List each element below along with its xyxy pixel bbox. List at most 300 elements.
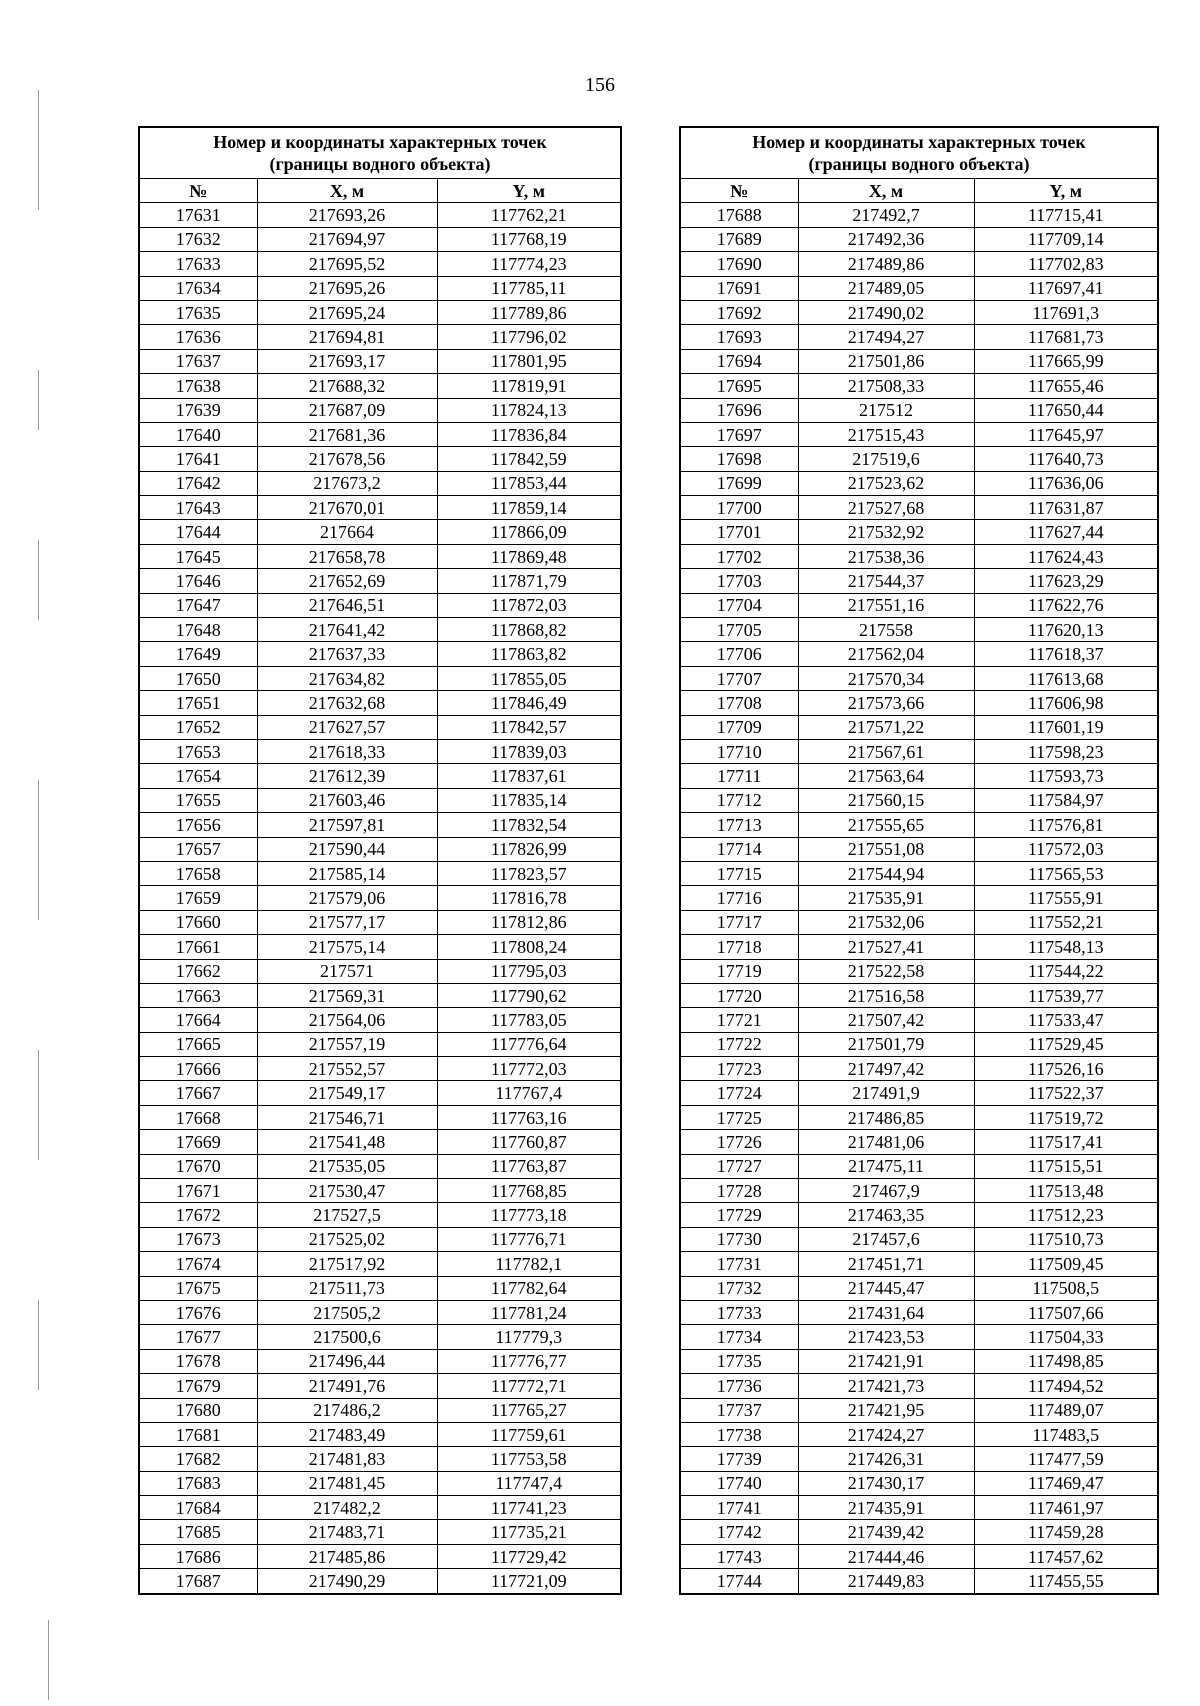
- cell-y-coordinate: 117836,84: [437, 422, 621, 446]
- cell-point-number: 17697: [680, 422, 798, 446]
- table-row: [139, 715, 621, 739]
- cell-y-coordinate: 117631,87: [974, 496, 1158, 520]
- cell-x-coordinate: 217693,17: [257, 349, 437, 373]
- cell-y-coordinate: 117576,81: [974, 813, 1158, 837]
- table-row: [139, 252, 621, 276]
- cell-x-coordinate: 217538,36: [798, 544, 974, 568]
- cell-point-number: 17639: [139, 398, 257, 422]
- cell-y-coordinate: 117519,72: [974, 1105, 1158, 1129]
- cell-x-coordinate: 217563,64: [798, 764, 974, 788]
- cell-y-coordinate: 117753,58: [437, 1447, 621, 1471]
- cell-point-number: 17644: [139, 520, 257, 544]
- table-row: [680, 520, 1158, 544]
- table-row: [139, 1496, 621, 1520]
- cell-y-coordinate: 117552,21: [974, 910, 1158, 934]
- cell-x-coordinate: 217532,06: [798, 910, 974, 934]
- cell-y-coordinate: 117790,62: [437, 983, 621, 1007]
- table-row: [139, 398, 621, 422]
- cell-x-coordinate: 217634,82: [257, 666, 437, 690]
- cell-point-number: 17732: [680, 1276, 798, 1300]
- cell-x-coordinate: 217482,2: [257, 1496, 437, 1520]
- cell-point-number: 17637: [139, 349, 257, 373]
- cell-point-number: 17700: [680, 496, 798, 520]
- cell-point-number: 17659: [139, 886, 257, 910]
- table-row: [139, 1203, 621, 1227]
- table-row: [139, 1032, 621, 1056]
- cell-y-coordinate: 117522,37: [974, 1081, 1158, 1105]
- cell-y-coordinate: 117504,33: [974, 1325, 1158, 1349]
- table-row: [139, 374, 621, 398]
- cell-x-coordinate: 217637,33: [257, 642, 437, 666]
- cell-point-number: 17668: [139, 1105, 257, 1129]
- cell-x-coordinate: 217527,68: [798, 496, 974, 520]
- cell-y-coordinate: 117489,07: [974, 1398, 1158, 1422]
- cell-y-coordinate: 117801,95: [437, 349, 621, 373]
- cell-y-coordinate: 117627,44: [974, 520, 1158, 544]
- table-row: [680, 1325, 1158, 1349]
- table-row: [680, 861, 1158, 885]
- cell-point-number: 17684: [139, 1496, 257, 1520]
- cell-y-coordinate: 117461,97: [974, 1496, 1158, 1520]
- table-title-line2: (границы водного объекта): [269, 154, 491, 174]
- column-header-number: №: [680, 179, 798, 203]
- table-row: [139, 1105, 621, 1129]
- cell-point-number: 17719: [680, 959, 798, 983]
- cell-y-coordinate: 117498,85: [974, 1349, 1158, 1373]
- cell-point-number: 17669: [139, 1130, 257, 1154]
- table-row: [680, 1032, 1158, 1056]
- cell-point-number: 17695: [680, 374, 798, 398]
- cell-y-coordinate: 117859,14: [437, 496, 621, 520]
- table-row: [680, 300, 1158, 324]
- cell-y-coordinate: 117735,21: [437, 1520, 621, 1544]
- table-row: [139, 1179, 621, 1203]
- cell-x-coordinate: 217544,37: [798, 569, 974, 593]
- cell-x-coordinate: 217549,17: [257, 1081, 437, 1105]
- cell-point-number: 17631: [139, 203, 257, 227]
- table-row: [680, 1520, 1158, 1544]
- cell-x-coordinate: 217467,9: [798, 1179, 974, 1203]
- cell-y-coordinate: 117796,02: [437, 325, 621, 349]
- cell-x-coordinate: 217486,85: [798, 1105, 974, 1129]
- cell-x-coordinate: 217512: [798, 398, 974, 422]
- cell-y-coordinate: 117513,48: [974, 1179, 1158, 1203]
- cell-y-coordinate: 117515,51: [974, 1154, 1158, 1178]
- cell-y-coordinate: 117868,82: [437, 618, 621, 642]
- cell-point-number: 17710: [680, 739, 798, 763]
- cell-x-coordinate: 217570,34: [798, 666, 974, 690]
- table-row: [139, 593, 621, 617]
- table-row: [680, 1008, 1158, 1032]
- cell-y-coordinate: 117747,4: [437, 1471, 621, 1495]
- cell-y-coordinate: 117697,41: [974, 276, 1158, 300]
- cell-point-number: 17649: [139, 642, 257, 666]
- cell-point-number: 17677: [139, 1325, 257, 1349]
- cell-point-number: 17708: [680, 691, 798, 715]
- cell-point-number: 17694: [680, 349, 798, 373]
- cell-point-number: 17728: [680, 1179, 798, 1203]
- cell-y-coordinate: 117781,24: [437, 1300, 621, 1324]
- table-row: [680, 1496, 1158, 1520]
- cell-x-coordinate: 217551,16: [798, 593, 974, 617]
- table-row: [680, 1349, 1158, 1373]
- cell-point-number: 17660: [139, 910, 257, 934]
- table-row: [139, 1276, 621, 1300]
- cell-x-coordinate: 217430,17: [798, 1471, 974, 1495]
- table-title-line2: (границы водного объекта): [808, 154, 1030, 174]
- cell-y-coordinate: 117824,13: [437, 398, 621, 422]
- cell-x-coordinate: 217486,2: [257, 1398, 437, 1422]
- cell-point-number: 17716: [680, 886, 798, 910]
- cell-y-coordinate: 117773,18: [437, 1203, 621, 1227]
- cell-x-coordinate: 217694,81: [257, 325, 437, 349]
- cell-x-coordinate: 217541,48: [257, 1130, 437, 1154]
- cell-point-number: 17655: [139, 788, 257, 812]
- cell-y-coordinate: 117691,3: [974, 300, 1158, 324]
- cell-x-coordinate: 217632,68: [257, 691, 437, 715]
- cell-y-coordinate: 117808,24: [437, 935, 621, 959]
- cell-x-coordinate: 217558: [798, 618, 974, 642]
- cell-y-coordinate: 117548,13: [974, 935, 1158, 959]
- cell-point-number: 17653: [139, 739, 257, 763]
- cell-y-coordinate: 117762,21: [437, 203, 621, 227]
- cell-point-number: 17674: [139, 1252, 257, 1276]
- cell-y-coordinate: 117477,59: [974, 1447, 1158, 1471]
- cell-x-coordinate: 217569,31: [257, 983, 437, 1007]
- cell-point-number: 17640: [139, 422, 257, 446]
- table-row: [680, 544, 1158, 568]
- cell-point-number: 17715: [680, 861, 798, 885]
- table-row: [680, 1422, 1158, 1446]
- table-row: [680, 691, 1158, 715]
- table-row: [680, 1447, 1158, 1471]
- cell-point-number: 17687: [139, 1569, 257, 1594]
- table-row: [139, 788, 621, 812]
- cell-x-coordinate: 217431,64: [798, 1300, 974, 1324]
- cell-x-coordinate: 217424,27: [798, 1422, 974, 1446]
- cell-point-number: 17661: [139, 935, 257, 959]
- cell-y-coordinate: 117826,99: [437, 837, 621, 861]
- table-row: [139, 300, 621, 324]
- table-row: [139, 1374, 621, 1398]
- table-row: [680, 1544, 1158, 1568]
- table-row: [680, 593, 1158, 617]
- cell-y-coordinate: 117759,61: [437, 1422, 621, 1446]
- cell-y-coordinate: 117584,97: [974, 788, 1158, 812]
- table-row: [680, 471, 1158, 495]
- cell-y-coordinate: 117785,11: [437, 276, 621, 300]
- cell-y-coordinate: 117779,3: [437, 1325, 621, 1349]
- table-row: [139, 1252, 621, 1276]
- cell-point-number: 17683: [139, 1471, 257, 1495]
- cell-x-coordinate: 217492,7: [798, 203, 974, 227]
- cell-x-coordinate: 217590,44: [257, 837, 437, 861]
- cell-x-coordinate: 217519,6: [798, 447, 974, 471]
- table-row: [680, 252, 1158, 276]
- cell-x-coordinate: 217423,53: [798, 1325, 974, 1349]
- cell-point-number: 17706: [680, 642, 798, 666]
- cell-x-coordinate: 217552,57: [257, 1057, 437, 1081]
- table-row: [139, 861, 621, 885]
- cell-x-coordinate: 217449,83: [798, 1569, 974, 1594]
- cell-point-number: 17696: [680, 398, 798, 422]
- cell-point-number: 17642: [139, 471, 257, 495]
- table-row: [139, 1325, 621, 1349]
- cell-point-number: 17666: [139, 1057, 257, 1081]
- cell-point-number: 17738: [680, 1422, 798, 1446]
- table-row: [139, 1471, 621, 1495]
- cell-point-number: 17685: [139, 1520, 257, 1544]
- cell-x-coordinate: 217693,26: [257, 203, 437, 227]
- cell-y-coordinate: 117783,05: [437, 1008, 621, 1032]
- cell-x-coordinate: 217490,29: [257, 1569, 437, 1594]
- table-row: [680, 1057, 1158, 1081]
- cell-y-coordinate: 117565,53: [974, 861, 1158, 885]
- cell-point-number: 17635: [139, 300, 257, 324]
- cell-y-coordinate: 117613,68: [974, 666, 1158, 690]
- cell-x-coordinate: 217511,73: [257, 1276, 437, 1300]
- cell-point-number: 17680: [139, 1398, 257, 1422]
- cell-point-number: 17650: [139, 666, 257, 690]
- cell-point-number: 17663: [139, 983, 257, 1007]
- cell-point-number: 17652: [139, 715, 257, 739]
- table-row: [139, 1398, 621, 1422]
- cell-y-coordinate: 117709,14: [974, 227, 1158, 251]
- cell-point-number: 17712: [680, 788, 798, 812]
- table-row: [139, 1349, 621, 1373]
- cell-x-coordinate: 217681,36: [257, 422, 437, 446]
- table-body: [680, 203, 1158, 1594]
- table-title-line1: Номер и координаты характерных точек: [752, 132, 1086, 152]
- cell-point-number: 17675: [139, 1276, 257, 1300]
- cell-x-coordinate: 217555,65: [798, 813, 974, 837]
- table-row: [139, 569, 621, 593]
- table-row: [680, 764, 1158, 788]
- column-header-number: №: [139, 179, 257, 203]
- scan-margin-line: [38, 370, 39, 430]
- table-row: [139, 1569, 621, 1594]
- table-row: [139, 1227, 621, 1251]
- cell-x-coordinate: 217496,44: [257, 1349, 437, 1373]
- table-row: [680, 1227, 1158, 1251]
- table-row: [680, 349, 1158, 373]
- table-row: [680, 1252, 1158, 1276]
- cell-y-coordinate: 117650,44: [974, 398, 1158, 422]
- cell-point-number: 17651: [139, 691, 257, 715]
- cell-point-number: 17647: [139, 593, 257, 617]
- scan-margin-line: [38, 1300, 39, 1390]
- cell-y-coordinate: 117598,23: [974, 739, 1158, 763]
- cell-y-coordinate: 117593,73: [974, 764, 1158, 788]
- cell-point-number: 17724: [680, 1081, 798, 1105]
- cell-point-number: 17723: [680, 1057, 798, 1081]
- cell-y-coordinate: 117763,87: [437, 1154, 621, 1178]
- cell-x-coordinate: 217546,71: [257, 1105, 437, 1129]
- cell-x-coordinate: 217551,08: [798, 837, 974, 861]
- cell-point-number: 17657: [139, 837, 257, 861]
- scan-margin-line: [38, 1050, 39, 1160]
- cell-x-coordinate: 217571: [257, 959, 437, 983]
- cell-x-coordinate: 217658,78: [257, 544, 437, 568]
- cell-y-coordinate: 117812,86: [437, 910, 621, 934]
- cell-point-number: 17730: [680, 1227, 798, 1251]
- cell-point-number: 17691: [680, 276, 798, 300]
- cell-y-coordinate: 117601,19: [974, 715, 1158, 739]
- cell-x-coordinate: 217646,51: [257, 593, 437, 617]
- table-row: [680, 1276, 1158, 1300]
- cell-x-coordinate: 217564,06: [257, 1008, 437, 1032]
- cell-point-number: 17739: [680, 1447, 798, 1471]
- cell-y-coordinate: 117622,76: [974, 593, 1158, 617]
- cell-x-coordinate: 217481,83: [257, 1447, 437, 1471]
- table-row: [139, 349, 621, 373]
- cell-y-coordinate: 117509,45: [974, 1252, 1158, 1276]
- table-row: [139, 471, 621, 495]
- cell-x-coordinate: 217507,42: [798, 1008, 974, 1032]
- table-title: [680, 127, 1158, 179]
- table-row: [680, 447, 1158, 471]
- table-row: [680, 325, 1158, 349]
- cell-y-coordinate: 117539,77: [974, 983, 1158, 1007]
- cell-point-number: 17702: [680, 544, 798, 568]
- table-row: [680, 398, 1158, 422]
- cell-y-coordinate: 117837,61: [437, 764, 621, 788]
- cell-y-coordinate: 117768,19: [437, 227, 621, 251]
- cell-x-coordinate: 217687,09: [257, 398, 437, 422]
- cell-y-coordinate: 117853,44: [437, 471, 621, 495]
- cell-point-number: 17737: [680, 1398, 798, 1422]
- cell-x-coordinate: 217522,58: [798, 959, 974, 983]
- cell-point-number: 17645: [139, 544, 257, 568]
- cell-x-coordinate: 217516,58: [798, 983, 974, 1007]
- cell-y-coordinate: 117529,45: [974, 1032, 1158, 1056]
- cell-x-coordinate: 217494,27: [798, 325, 974, 349]
- table-row: [680, 910, 1158, 934]
- cell-x-coordinate: 217500,6: [257, 1325, 437, 1349]
- cell-x-coordinate: 217560,15: [798, 788, 974, 812]
- cell-point-number: 17648: [139, 618, 257, 642]
- cell-x-coordinate: 217451,71: [798, 1252, 974, 1276]
- cell-y-coordinate: 117555,91: [974, 886, 1158, 910]
- cell-point-number: 17667: [139, 1081, 257, 1105]
- table-row: [139, 1544, 621, 1568]
- cell-y-coordinate: 117835,14: [437, 788, 621, 812]
- cell-point-number: 17729: [680, 1203, 798, 1227]
- cell-point-number: 17688: [680, 203, 798, 227]
- cell-x-coordinate: 217670,01: [257, 496, 437, 520]
- cell-x-coordinate: 217445,47: [798, 1276, 974, 1300]
- coordinates-table-left: [138, 126, 622, 1595]
- scan-margin-line: [38, 540, 39, 620]
- cell-x-coordinate: 217573,66: [798, 691, 974, 715]
- cell-x-coordinate: 217435,91: [798, 1496, 974, 1520]
- column-header-x: X, м: [798, 179, 974, 203]
- cell-y-coordinate: 117665,99: [974, 349, 1158, 373]
- cell-y-coordinate: 117782,1: [437, 1252, 621, 1276]
- cell-y-coordinate: 117776,77: [437, 1349, 621, 1373]
- cell-point-number: 17744: [680, 1569, 798, 1594]
- cell-x-coordinate: 217567,61: [798, 739, 974, 763]
- cell-y-coordinate: 117721,09: [437, 1569, 621, 1594]
- table-row: [680, 935, 1158, 959]
- cell-point-number: 17731: [680, 1252, 798, 1276]
- cell-y-coordinate: 117510,73: [974, 1227, 1158, 1251]
- table-row: [680, 1300, 1158, 1324]
- table-title-line1: Номер и координаты характерных точек: [213, 132, 547, 152]
- cell-x-coordinate: 217505,2: [257, 1300, 437, 1324]
- cell-y-coordinate: 117618,37: [974, 642, 1158, 666]
- cell-point-number: 17722: [680, 1032, 798, 1056]
- cell-y-coordinate: 117765,27: [437, 1398, 621, 1422]
- cell-y-coordinate: 117507,66: [974, 1300, 1158, 1324]
- cell-point-number: 17734: [680, 1325, 798, 1349]
- cell-point-number: 17678: [139, 1349, 257, 1373]
- table-row: [139, 1300, 621, 1324]
- cell-y-coordinate: 117819,91: [437, 374, 621, 398]
- cell-x-coordinate: 217490,02: [798, 300, 974, 324]
- cell-point-number: 17686: [139, 1544, 257, 1568]
- cell-y-coordinate: 117606,98: [974, 691, 1158, 715]
- table-row: [139, 813, 621, 837]
- cell-y-coordinate: 117741,23: [437, 1496, 621, 1520]
- cell-y-coordinate: 117572,03: [974, 837, 1158, 861]
- cell-y-coordinate: 117816,78: [437, 886, 621, 910]
- cell-x-coordinate: 217527,41: [798, 935, 974, 959]
- cell-point-number: 17726: [680, 1130, 798, 1154]
- table-row: [139, 739, 621, 763]
- cell-y-coordinate: 117772,71: [437, 1374, 621, 1398]
- cell-point-number: 17717: [680, 910, 798, 934]
- cell-y-coordinate: 117655,46: [974, 374, 1158, 398]
- cell-x-coordinate: 217457,6: [798, 1227, 974, 1251]
- table-row: [139, 325, 621, 349]
- table-row: [680, 642, 1158, 666]
- cell-point-number: 17727: [680, 1154, 798, 1178]
- cell-y-coordinate: 117782,64: [437, 1276, 621, 1300]
- cell-y-coordinate: 117767,4: [437, 1081, 621, 1105]
- cell-x-coordinate: 217694,97: [257, 227, 437, 251]
- page-number: 156: [585, 74, 615, 96]
- table-row: [680, 203, 1158, 227]
- cell-y-coordinate: 117846,49: [437, 691, 621, 715]
- cell-point-number: 17733: [680, 1300, 798, 1324]
- table-row: [139, 1057, 621, 1081]
- table-row: [680, 715, 1158, 739]
- table-row: [680, 1374, 1158, 1398]
- cell-y-coordinate: 117776,64: [437, 1032, 621, 1056]
- table-row: [139, 691, 621, 715]
- cell-point-number: 17656: [139, 813, 257, 837]
- cell-x-coordinate: 217603,46: [257, 788, 437, 812]
- cell-point-number: 17654: [139, 764, 257, 788]
- cell-x-coordinate: 217444,46: [798, 1544, 974, 1568]
- cell-x-coordinate: 217515,43: [798, 422, 974, 446]
- table-row: [139, 1008, 621, 1032]
- cell-point-number: 17658: [139, 861, 257, 885]
- cell-y-coordinate: 117640,73: [974, 447, 1158, 471]
- cell-y-coordinate: 117681,73: [974, 325, 1158, 349]
- cell-y-coordinate: 117871,79: [437, 569, 621, 593]
- table-row: [139, 520, 621, 544]
- cell-x-coordinate: 217492,36: [798, 227, 974, 251]
- column-header-x: X, м: [257, 179, 437, 203]
- cell-x-coordinate: 217673,2: [257, 471, 437, 495]
- cell-x-coordinate: 217475,11: [798, 1154, 974, 1178]
- cell-y-coordinate: 117517,41: [974, 1130, 1158, 1154]
- cell-y-coordinate: 117494,52: [974, 1374, 1158, 1398]
- cell-x-coordinate: 217530,47: [257, 1179, 437, 1203]
- cell-point-number: 17704: [680, 593, 798, 617]
